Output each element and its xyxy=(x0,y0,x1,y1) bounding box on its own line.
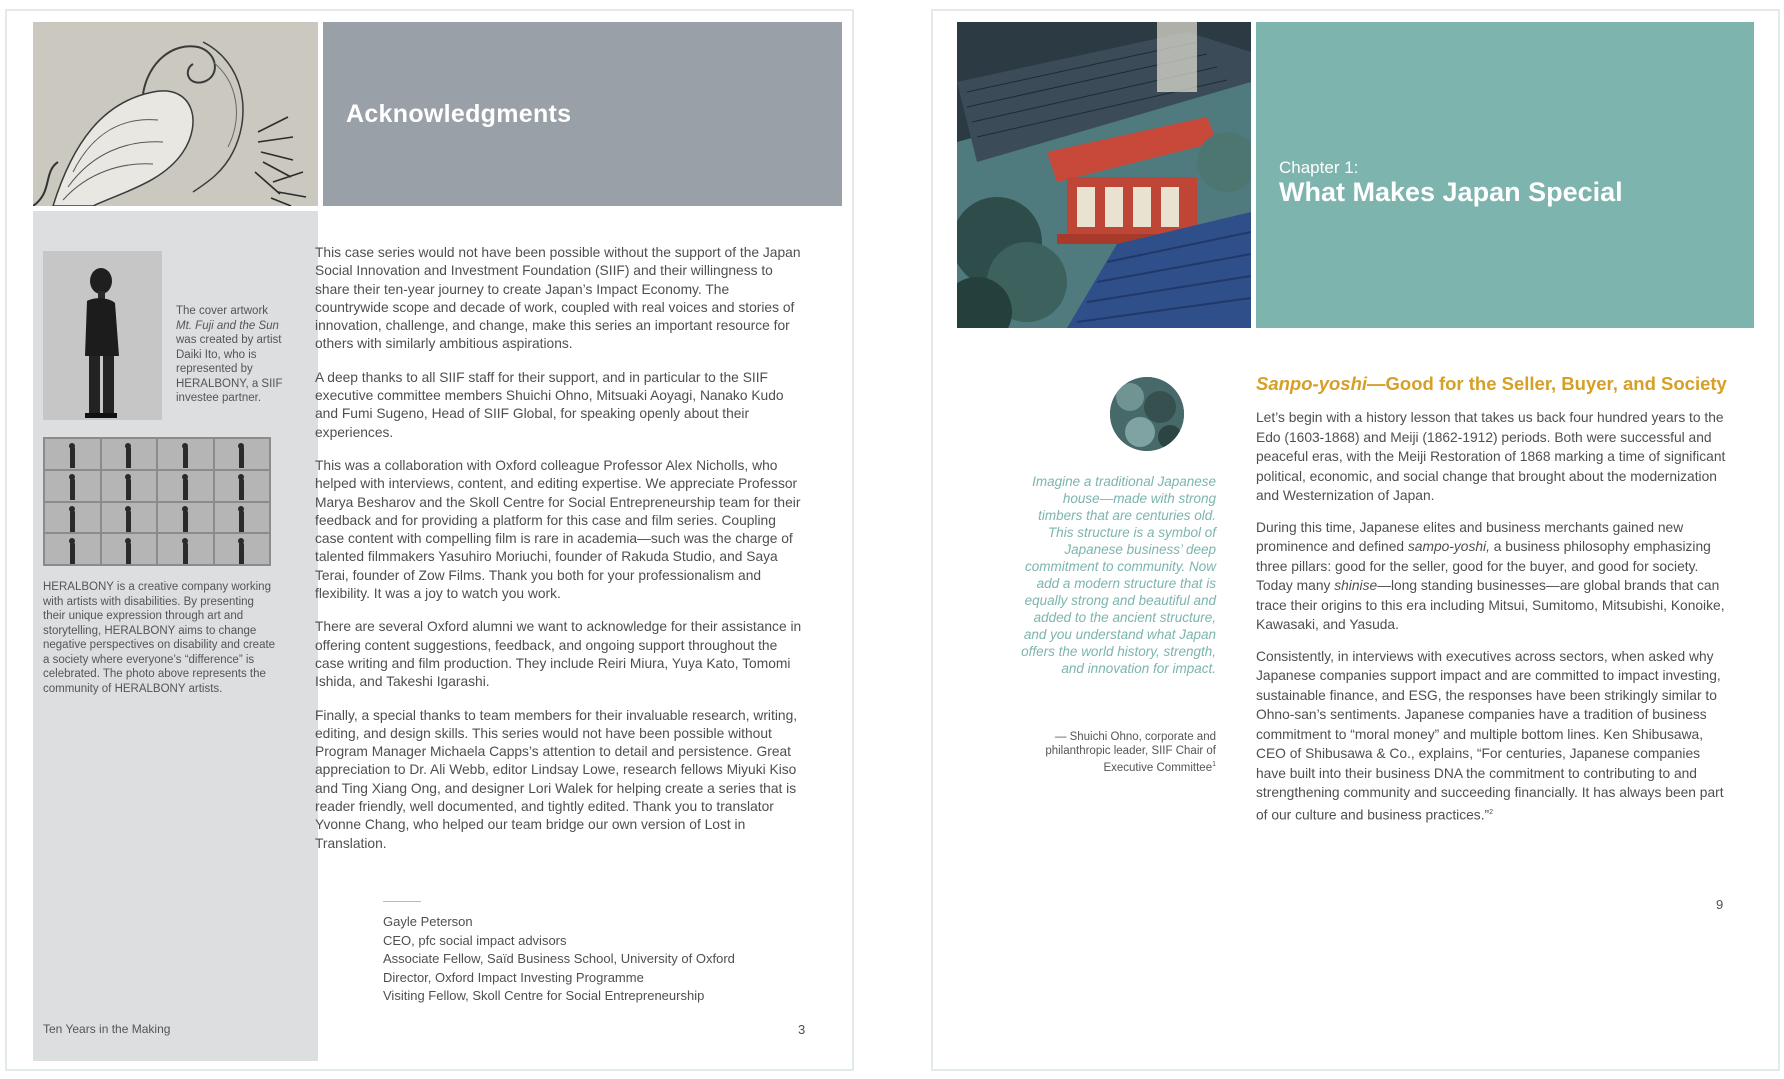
footnote-marker: 2 xyxy=(1489,808,1494,816)
foliage-circle-image xyxy=(1110,377,1184,451)
body-paragraph xyxy=(1256,518,1726,635)
chapter-body xyxy=(1256,408,1726,837)
section-heading-rest: —Good for the Seller, Buyer, and Society xyxy=(1367,373,1727,394)
left-page xyxy=(5,9,854,1071)
cover-caption-line2: was created by artist Daiki Ito, who is represented by HERALBONY, a SIIF investee partner. xyxy=(176,334,283,404)
section-heading xyxy=(1256,373,1727,395)
signature-line: CEO, pfc social impact advisors xyxy=(383,932,567,948)
artwork-title: Mt. Fuji and the Sun xyxy=(176,319,279,332)
body-paragraph xyxy=(1256,647,1726,825)
cover-artwork-caption xyxy=(176,304,286,406)
acknowledgments-body xyxy=(315,244,805,868)
page-title: Acknowledgments xyxy=(346,100,572,128)
paragraph-text: a business philosophy emphasizing three pillars: good for the seller, good for the buyer, and good for society. Today many xyxy=(1256,539,1711,593)
cover-caption-line1: The cover artwork xyxy=(176,305,269,317)
temple-woodblock-image xyxy=(957,22,1251,328)
paragraph-text: During this time, Japanese elites and business merchants gained new prominence and defined xyxy=(1256,519,1684,554)
body-paragraph: This case series would not have been possible without the support of the Japan Social Innovation and Investment Foundation (SIIF) and their willingness to share their ten-year journey to create Japan’s Impact Economy. The countrywide scope and decade of work, coupled with real voices and stories of innovation, challenge, and change, make this series an important resource for others with similarly ambitious aspirations. xyxy=(315,245,801,352)
signature-name: Gayle Peterson xyxy=(383,914,473,929)
heralbony-artists-grid-photo xyxy=(43,437,271,566)
signature-line: Associate Fellow, Saïd Business School, University of Oxford xyxy=(383,951,735,966)
chapter-title: What Makes Japan Special xyxy=(1279,177,1623,207)
body-paragraph: Let’s begin with a history lesson that takes us back four hundred years to the Edo (1603-1868) and Meiji (1862-1912) periods. Both were successful and peaceful eras, with the Meiji Restoration of 1868 marking a time of significant political, economic, and social change that brought about the modernization and Westernization of Japan. xyxy=(1256,410,1726,503)
footnote-marker: 1 xyxy=(1212,761,1216,768)
right-page xyxy=(931,9,1780,1071)
body-paragraph: A deep thanks to all SIIF staff for their support, and in particular to the SIIF executive committee members Shuichi Ohno, Mitsuaki Aoyagi, Nanako Kudo and Fumi Sugeno, Head of SIIF Global, for speaking openly about their experiences. xyxy=(315,369,784,440)
paragraph-text: Consistently, in interviews with executives across sectors, when asked why Japanese companies support impact and are committed to impact investing, sustainable finance, and ESG, the responses have been strikingly similar to Ohno-san’s sentiments. Japanese companies have a tradition of business commitment to “moral money” and multiple bottom lines. Ken Shibusawa, CEO of Shibusawa & Co., explains, “For centuries, Japanese companies have built into their business DNA the commitment to contributing to and strengthening community and succeeding financially. It has always been part of our culture and business practices.” xyxy=(1256,648,1724,823)
signature-block xyxy=(383,913,735,1006)
signature-line: Director, Oxford Impact Investing Programme xyxy=(383,969,644,985)
quote-attribution xyxy=(1028,730,1216,775)
acknowledgments-header xyxy=(323,22,842,206)
signature-divider xyxy=(383,901,421,902)
artist-portrait-photo xyxy=(43,251,162,420)
heralbony-caption: HERALBONY is a creative company working with artists with disabilities. By presenting their unique expression through art and storytelling, HERALBONY aims to change negative perspectives on disability and create a society where everyone’s “difference” is celebrated. The photo above represents the community of HERALBONY artists. xyxy=(43,581,276,695)
chapter-label: Chapter 1: xyxy=(1279,158,1359,177)
signature-line: Visiting Fellow, Skoll Centre for Social Entrepreneurship xyxy=(383,988,705,1003)
chapter-header xyxy=(1256,22,1754,328)
page-number: 3 xyxy=(798,1022,806,1037)
section-heading-term: Sanpo-yoshi xyxy=(1256,373,1368,394)
attribution-text: — Shuichi Ohno, corporate and philanthropic leader, SIIF Chair of Executive Committee xyxy=(1045,731,1216,774)
italic-term: shinise xyxy=(1334,578,1378,593)
crane-artwork-image xyxy=(33,22,318,206)
page-number: 9 xyxy=(1716,897,1724,912)
body-paragraph: This was a collaboration with Oxford colleague Professor Alex Nicholls, who helped with interviews, content, and editing expertise. We appreciate Professor Marya Besharov and the Skoll Centre for Social Entrepreneurship team for their feedback and for providing a platform for this case and film series. Coupling case content with compelling film is rare in academia—such was the charge of talented filmmakers Yasuhiro Moriuchi, founder of Rakuda Studio, and Saya Terai, founder of Zow Films. Thank you both for your professionalism and flexibility. It was a joy to watch you work. xyxy=(315,457,801,602)
paragraph-text: —long standing businesses—are global brands that can trace their origins to this era including Mitsui, Sumitomo, Mitsubishi, Konoike, Kawasaki, and Yasuda. xyxy=(1256,578,1725,632)
body-paragraph: Finally, a special thanks to team members for their invaluable research, writing, editing, and design skills. This series would not have been possible without Program Manager Michaela Capps’s attention to detail and persistence. Great appreciation to Dr. Ali Webb, editor Lindsay Lowe, research fellows Miyuki Kiso and Ting Xiang Ong, and designer Lori Walek for helping create a series that is reader friendly, well documented, and tightly edited. Thank you to translator Yvonne Chang, who helped our team bridge our own version of Lost in Translation. xyxy=(315,707,798,851)
italic-term: sampo-yoshi, xyxy=(1407,539,1490,554)
footer-title: Ten Years in the Making xyxy=(43,1022,171,1036)
pull-quote: Imagine a traditional Japanese house—made with strong timbers that are centuries old. This structure is a symbol of Japanese business’ deep commitment to community. Now add a modern structure that is equally strong and beautiful and added to the ancient structure, and you understand what Japan offers the world history, strength, and innovation for impact. xyxy=(1021,474,1216,676)
body-paragraph: There are several Oxford alumni we want to acknowledge for their assistance in offering content suggestions, feedback, and ongoing support throughout the case writing and film production. They include Reiri Miura, Yuya Kato, Tomomi Ishida, and Takeshi Igarashi. xyxy=(315,619,802,690)
